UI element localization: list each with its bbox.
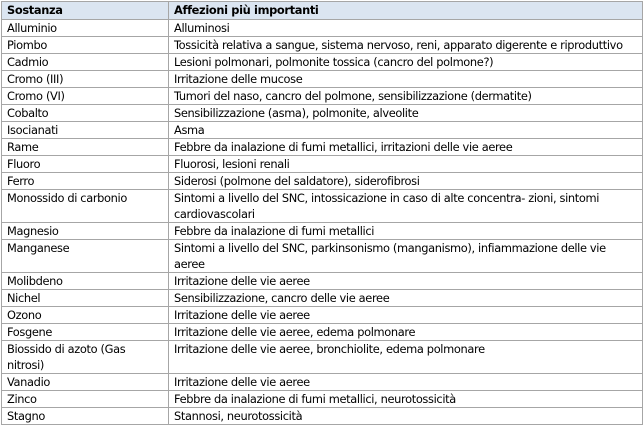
cell-affezioni: Irritazione delle mucose xyxy=(169,71,643,88)
table-row xyxy=(2,156,643,173)
cell-affezioni: Irritazione delle vie aeree xyxy=(169,273,643,290)
table-row xyxy=(2,223,643,240)
cell-affezioni: Irritazione delle vie aeree xyxy=(169,374,643,391)
cell-affezioni: Sintomi a livello del SNC, intossicazione in caso di alte concentra- zioni, sintomi cardiovascolari xyxy=(169,190,643,223)
cell-sostanza: Ferro xyxy=(2,173,169,190)
table-container xyxy=(1,1,643,425)
cell-sostanza: Rame xyxy=(2,139,169,156)
table-row xyxy=(2,54,643,71)
table-row xyxy=(2,105,643,122)
table-row xyxy=(2,20,643,37)
table-row xyxy=(2,88,643,105)
table-row xyxy=(2,37,643,54)
cell-sostanza: Cadmio xyxy=(2,54,169,71)
table-row xyxy=(2,139,643,156)
table-row xyxy=(2,341,643,374)
cell-sostanza: Cromo (VI) xyxy=(2,88,169,105)
cell-sostanza: Zinco xyxy=(2,391,169,408)
cell-sostanza: Fosgene xyxy=(2,324,169,341)
table-row xyxy=(2,240,643,273)
cell-affezioni: Irritazione delle vie aeree xyxy=(169,307,643,324)
table-row xyxy=(2,307,643,324)
table-row xyxy=(2,324,643,341)
cell-affezioni: Fluorosi, lesioni renali xyxy=(169,156,643,173)
cell-sostanza: Nichel xyxy=(2,290,169,307)
cell-affezioni: Irritazione delle vie aeree, bronchiolite, edema polmonare xyxy=(169,341,643,374)
table-row xyxy=(2,173,643,190)
cell-sostanza: Isocianati xyxy=(2,122,169,139)
cell-affezioni: Febbre da inalazione di fumi metallici xyxy=(169,223,643,240)
cell-affezioni: Sintomi a livello del SNC, parkinsonismo (manganismo), infiammazione delle vie aeree xyxy=(169,240,643,273)
cell-affezioni: Febbre da inalazione di fumi metallici, neurotossicità xyxy=(169,391,643,408)
cell-affezioni: Irritazione delle vie aeree, edema polmonare xyxy=(169,324,643,341)
cell-affezioni: Asma xyxy=(169,122,643,139)
cell-affezioni: Stannosi, neurotossicità xyxy=(169,408,643,425)
cell-sostanza: Ozono xyxy=(2,307,169,324)
column-header-affezioni: Affezioni più importanti xyxy=(169,2,643,20)
table-row xyxy=(2,290,643,307)
cell-affezioni: Sensibilizzazione, cancro delle vie aeree xyxy=(169,290,643,307)
cell-sostanza: Cobalto xyxy=(2,105,169,122)
column-header-sostanza: Sostanza xyxy=(2,2,169,20)
substances-table xyxy=(1,1,643,425)
table-row xyxy=(2,190,643,223)
cell-affezioni: Tumori del naso, cancro del polmone, sensibilizzazione (dermatite) xyxy=(169,88,643,105)
cell-affezioni: Siderosi (polmone del saldatore), siderofibrosi xyxy=(169,173,643,190)
cell-affezioni: Alluminosi xyxy=(169,20,643,37)
table-row xyxy=(2,122,643,139)
cell-sostanza: Monossido di carbonio xyxy=(2,190,169,223)
cell-sostanza: Alluminio xyxy=(2,20,169,37)
cell-sostanza: Piombo xyxy=(2,37,169,54)
header-row xyxy=(2,2,643,20)
table-row xyxy=(2,391,643,408)
cell-sostanza: Stagno xyxy=(2,408,169,425)
cell-affezioni: Tossicità relativa a sangue, sistema nervoso, reni, apparato digerente e riproduttivo xyxy=(169,37,643,54)
cell-sostanza: Biossido di azoto (Gas nitrosi) xyxy=(2,341,169,374)
cell-affezioni: Lesioni polmonari, polmonite tossica (cancro del polmone?) xyxy=(169,54,643,71)
cell-sostanza: Cromo (III) xyxy=(2,71,169,88)
cell-sostanza: Manganese xyxy=(2,240,169,273)
table-row xyxy=(2,408,643,425)
cell-sostanza: Fluoro xyxy=(2,156,169,173)
cell-affezioni: Febbre da inalazione di fumi metallici, irritazioni delle vie aeree xyxy=(169,139,643,156)
cell-sostanza: Vanadio xyxy=(2,374,169,391)
cell-sostanza: Molibdeno xyxy=(2,273,169,290)
cell-sostanza: Magnesio xyxy=(2,223,169,240)
table-row xyxy=(2,71,643,88)
table-row xyxy=(2,273,643,290)
cell-affezioni: Sensibilizzazione (asma), polmonite, alveolite xyxy=(169,105,643,122)
table-row xyxy=(2,374,643,391)
